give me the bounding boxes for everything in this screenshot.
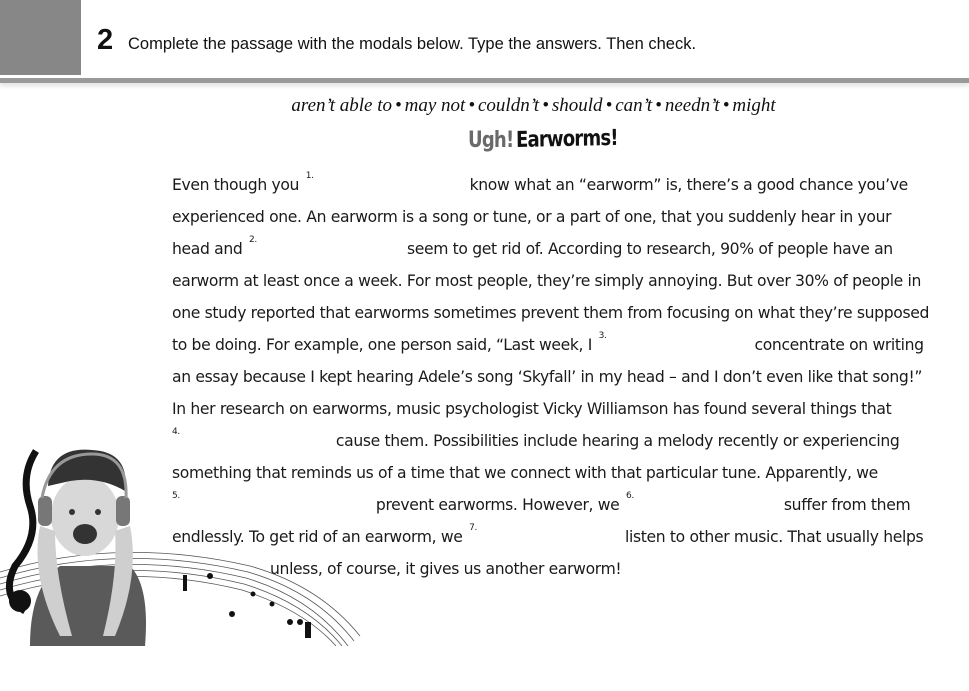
blank-number-5: 5.	[172, 491, 180, 501]
blank-number-1: 1.	[305, 171, 314, 181]
passage-line	[172, 329, 924, 361]
answer-blank-7[interactable]	[477, 528, 625, 548]
word-bank-item: can’t	[615, 95, 653, 116]
word-bank-item: should	[551, 95, 603, 116]
passage-text: experienced one. An earworm is a song or tune, or a part of one, that you suddenly hear in your	[172, 208, 892, 226]
exercise-corner-block	[0, 0, 81, 75]
passage-text: In her research on earworms, music psychologist Vicky Williamson has found several things that	[172, 400, 892, 418]
exercise-instructions: Complete the passage with the modals below. Type the answers. Then check.	[128, 35, 697, 53]
word-bank	[0, 95, 969, 117]
passage-text: listen to other music. That usually helps	[625, 528, 924, 546]
passage-text: concentrate on writing	[754, 336, 924, 354]
answer-blank-1[interactable]	[314, 176, 470, 196]
passage-line	[172, 265, 921, 297]
passage-title	[468, 125, 640, 153]
passage-text: seem to get rid of. According to research, 90% of people have an	[406, 240, 893, 258]
word-bank-separator: •	[722, 95, 730, 116]
word-bank-separator: •	[468, 95, 475, 116]
word-bank-item: needn’t	[664, 95, 720, 116]
title-earworms: Earworms!	[515, 125, 618, 153]
word-bank-separator: •	[605, 95, 613, 116]
word-bank-separator: •	[542, 95, 549, 116]
blank-number-2: 2.	[249, 235, 257, 245]
blank-number-7: 7.	[469, 523, 478, 533]
passage-text: suffer from them	[783, 496, 911, 514]
word-bank-item: aren’t able to	[291, 95, 392, 116]
girl-figure	[30, 450, 146, 646]
answer-blank-3[interactable]	[607, 336, 755, 356]
passage-text: prevent earworms. However, we	[375, 496, 625, 514]
passage-text: endlessly. To get rid of an earworm, we	[172, 528, 468, 546]
passage-line	[172, 201, 891, 233]
passage-line	[172, 297, 929, 329]
passage-text: earworm at least once a week. For most people, they’re simply annoying. But over 30% of people in	[172, 272, 922, 290]
passage-text: to be doing. For example, one person said, “Last week, I	[172, 336, 597, 354]
word-bank-item: couldn’t	[478, 95, 540, 116]
exercise-number: 2	[97, 24, 114, 56]
blank-number-3: 3.	[598, 331, 607, 341]
passage-text: something that reminds us of a time that we connect with that particular tune. Apparently, we	[172, 464, 878, 482]
answer-blank-6[interactable]	[634, 496, 784, 516]
blank-number-6: 6.	[626, 491, 634, 501]
title-ugh: Ugh!	[468, 128, 514, 153]
word-bank-separator: •	[655, 95, 662, 116]
word-bank-item: may not	[404, 95, 466, 116]
passage-text: Even though you	[172, 176, 304, 194]
passage-line	[172, 169, 908, 201]
answer-blank-2[interactable]	[257, 240, 407, 260]
passage-line	[172, 233, 893, 265]
passage-line	[172, 393, 891, 425]
music-notes-icon	[183, 573, 311, 638]
word-bank-separator: •	[395, 95, 402, 116]
passage-text: know what an “earworm” is, there’s a good chance you’ve	[469, 176, 908, 194]
blank-number-4: 4.	[172, 427, 180, 437]
passage-text: unless, of course, it gives us another earworm!	[270, 560, 622, 578]
passage-text: cause them. Possibilities include hearing a melody recently or experiencing	[335, 432, 900, 450]
word-bank-item: might	[732, 95, 776, 116]
passage-line	[172, 361, 922, 393]
passage-text: head and	[172, 240, 248, 258]
passage-text: an essay because I kept hearing Adele’s song ‘Skyfall’ in my head – and I don’t even like that song!”	[172, 368, 923, 386]
passage-text: one study reported that earworms sometimes prevent them from focusing on what they’re supposed	[172, 304, 930, 322]
girl-with-headphones-illustration	[0, 436, 365, 646]
header-divider	[0, 78, 969, 83]
